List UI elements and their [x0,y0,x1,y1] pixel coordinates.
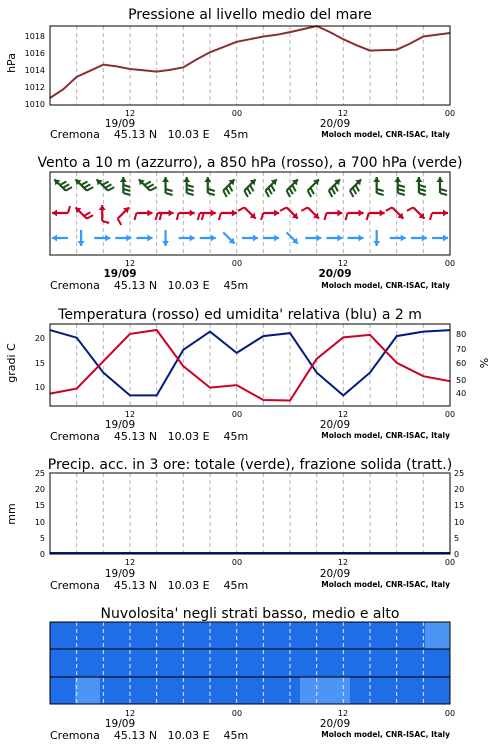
wind-barb [305,235,321,242]
x-tick-label: 00 [444,410,456,419]
wind-barb [415,177,426,195]
credit-label: Moloch model, CNR-ISAC, Italy [321,431,450,440]
cloud-cell [150,649,176,677]
pressure-ytick: 1018 [24,32,45,41]
credit-label: Moloch model, CNR-ISAC, Italy [321,281,450,290]
wind-barb [373,177,384,195]
cloud-cell [425,622,451,649]
precip-ytick: 20 [454,485,465,494]
precip-title: Precip. acc. in 3 ore: totale (verde), frazione solida (tratt.) [47,457,453,473]
wind-barb [390,235,406,242]
cloud-cell [50,677,76,704]
wind-barb [265,179,276,197]
wind-barb [162,230,169,246]
cloud-panel [50,606,455,742]
cloud-cell [325,649,351,677]
cloud-cell [425,649,451,677]
cloud-cell [275,677,301,704]
cloud-cell [225,622,251,649]
wind-barb [75,207,93,218]
cloud-cell [300,622,326,649]
x-tick-label: 12 [337,109,349,118]
date-label: 19/09 [104,419,136,431]
cloud-cell [75,622,101,649]
precip-panel [5,457,464,592]
cloud-cell [250,622,276,649]
humidity-ytick: 40 [456,389,467,398]
wind-barb [118,207,129,225]
precip-yticks-right [454,469,464,559]
pressure-ytick: 1016 [24,49,45,58]
cloud-title: Nuvolosita' negli strati basso, medio e alto [100,606,400,622]
wind-barb [394,177,405,195]
cloud-cell [125,677,151,704]
wind-barb [373,230,380,246]
pressure-grid [77,26,424,105]
precip-ytick: 15 [34,501,45,510]
cloud-cell [275,649,301,677]
pressure-ytick: 1012 [24,83,45,92]
wind-barb [219,210,237,221]
cloud-cell [325,622,351,649]
wind-barb [329,179,340,197]
humidity-ytick: 50 [456,376,467,385]
pressure-panel [5,7,455,141]
wind-barb [78,230,85,246]
cloud-cell [400,622,426,649]
wind-barb [115,235,131,242]
wind-barb [437,177,448,195]
date-label: 19/09 [103,268,137,280]
precip-ytick: 15 [454,501,465,510]
x-tick-label: 00 [231,410,243,419]
cloud-cell [275,622,301,649]
x-tick-label: 00 [444,259,456,268]
wind-barb [198,210,216,221]
wind-barb [223,232,234,243]
temperature-ytick: 15 [34,359,45,368]
cloud-cell [300,649,326,677]
date-label: 19/09 [104,568,136,580]
date-label: 19/09 [104,718,136,730]
x-tick-label: 00 [444,109,456,118]
wind-barb [263,235,279,242]
x-tick-label: 00 [444,558,456,567]
precip-ytick: 5 [39,534,45,543]
x-tick-label: 00 [231,709,243,718]
wind-barb [52,206,70,217]
wind-barb [183,177,194,195]
humidity-ylabel: % [478,357,491,369]
cloud-cell [75,677,101,704]
cloud-cell [150,677,176,704]
x-tick-label: 12 [124,109,136,118]
cloud-cell [300,677,326,704]
wind-barb [94,235,110,242]
x-tick-label: 12 [337,709,349,718]
wind-barb [134,210,152,221]
wind-barb [244,179,255,197]
date-label: 20/09 [319,419,351,431]
x-tick-label: 12 [337,259,349,268]
wind-barb [242,235,258,242]
temperature-series-line [50,330,450,401]
wind-barb [324,210,342,221]
wind-barb [177,210,195,221]
wind-barb [99,205,110,223]
x-tick-label: 12 [124,410,136,419]
cloud-cell [125,622,151,649]
wind-barb [287,179,298,197]
location-label: Cremona 45.13 N 10.03 E 45m [50,128,249,141]
wind-barb [407,207,425,218]
x-tick-label: 12 [337,558,349,567]
precip-ytick: 25 [454,469,465,478]
wind-barb [179,235,195,242]
credit-label: Moloch model, CNR-ISAC, Italy [321,580,450,589]
precip-ytick: 5 [454,534,460,543]
location-label: Cremona 45.13 N 10.03 E 45m [50,579,249,592]
temperature-ylabel: gradi C [5,343,18,383]
wind-barb [367,210,385,221]
wind-barbs [52,177,448,246]
cloud-cell [350,622,376,649]
precip-ytick: 20 [34,485,45,494]
pressure-xticks [105,109,455,130]
pressure-ylabel: hPa [5,53,18,73]
x-tick-label: 00 [231,109,243,118]
location-label: Cremona 45.13 N 10.03 E 45m [50,279,249,292]
x-tick-label: 00 [231,558,243,567]
date-label: 20/09 [319,568,351,580]
date-label: 19/09 [104,118,136,130]
cloud-cell [350,649,376,677]
temperature-panel [5,307,491,443]
humidity-yticks [456,330,466,398]
precip-ytick: 0 [39,550,45,559]
temperature-title: Temperatura (rosso) ed umidita' relativa (blu) a 2 m [58,307,422,323]
cloud-cell [200,649,226,677]
cloud-cell [400,649,426,677]
temperature-ytick: 10 [34,383,45,392]
cloud-cell [400,677,426,704]
cloud-cell [325,677,351,704]
wind-barb [348,235,364,242]
wind-panel [37,155,462,292]
x-tick-label: 00 [444,709,456,718]
cloud-cell [150,622,176,649]
humidity-series-line [50,330,450,395]
temperature-yticks [35,334,45,392]
humidity-ytick: 60 [456,359,467,368]
cloud-cell [125,649,151,677]
cloud-cells [50,622,451,704]
date-label: 20/09 [319,718,351,730]
wind-title: Vento a 10 m (azzurro), a 850 hPa (rosso), a 700 hPa (verde) [37,155,463,171]
temperature-ytick: 20 [34,334,45,343]
humidity-ytick: 70 [456,345,467,354]
cloud-cell [250,677,276,704]
wind-barb [223,179,234,197]
pressure-title: Pressione al livello medio del mare [128,7,372,23]
wind-barb [350,179,361,197]
credit-label: Moloch model, CNR-ISAC, Italy [321,730,450,739]
cloud-cell [200,677,226,704]
x-tick-label: 12 [124,709,136,718]
precip-frame [50,473,450,554]
pressure-yticks [25,32,45,109]
cloud-xticks [105,709,455,730]
cloud-cell [225,649,251,677]
wind-barb [200,235,216,242]
wind-barb [136,235,152,242]
precip-ytick: 10 [34,518,45,527]
wind-barb [120,177,130,195]
wind-barb [139,179,157,190]
x-tick-label: 12 [124,558,136,567]
wind-barb [432,235,448,242]
credit-label: Moloch model, CNR-ISAC, Italy [321,130,450,139]
cloud-cell [425,677,451,704]
wind-barb [238,207,256,218]
cloud-cell [175,622,201,649]
cloud-cell [50,649,76,677]
precip-xticks [105,558,455,580]
wind-barb [156,210,174,221]
cloud-cell [350,677,376,704]
precip-yticks-left [35,469,45,559]
pressure-ytick: 1010 [24,100,45,109]
pressure-ytick: 1014 [24,66,45,75]
date-label: 20/09 [318,268,352,280]
wind-xticks [103,259,455,280]
humidity-ytick: 80 [456,330,467,339]
wind-barb [386,207,404,218]
pressure-series-line [50,26,450,98]
date-label: 20/09 [319,118,351,130]
wind-barb [287,232,298,243]
cloud-cell [200,622,226,649]
x-tick-label: 00 [231,259,243,268]
location-label: Cremona 45.13 N 10.03 E 45m [50,430,249,443]
wind-barb [52,235,68,242]
wind-barb [326,235,342,242]
temperature-xticks [105,410,455,431]
location-label: Cremona 45.13 N 10.03 E 45m [50,729,249,742]
precip-ytick: 25 [34,469,45,478]
wind-barb [430,210,448,221]
wind-barb [97,179,115,190]
wind-barb [411,235,427,242]
wind-barb [280,207,298,218]
precip-ytick: 10 [454,518,465,527]
temperature-frame [50,324,450,406]
cloud-cell [225,677,251,704]
cloud-cell [50,622,76,649]
wind-barb [346,210,364,221]
wind-barb [75,179,93,190]
precip-grid [77,473,424,554]
x-tick-label: 12 [337,410,349,419]
precip-ytick: 0 [454,550,460,559]
cloud-cell [250,649,276,677]
x-tick-label: 12 [124,259,136,268]
precip-ylabel: mm [5,503,18,525]
cloud-cell [175,649,201,677]
cloud-cell [75,649,101,677]
wind-barb [308,179,319,197]
wind-barb [162,177,173,195]
cloud-cell [175,677,201,704]
wind-barb [54,179,72,190]
